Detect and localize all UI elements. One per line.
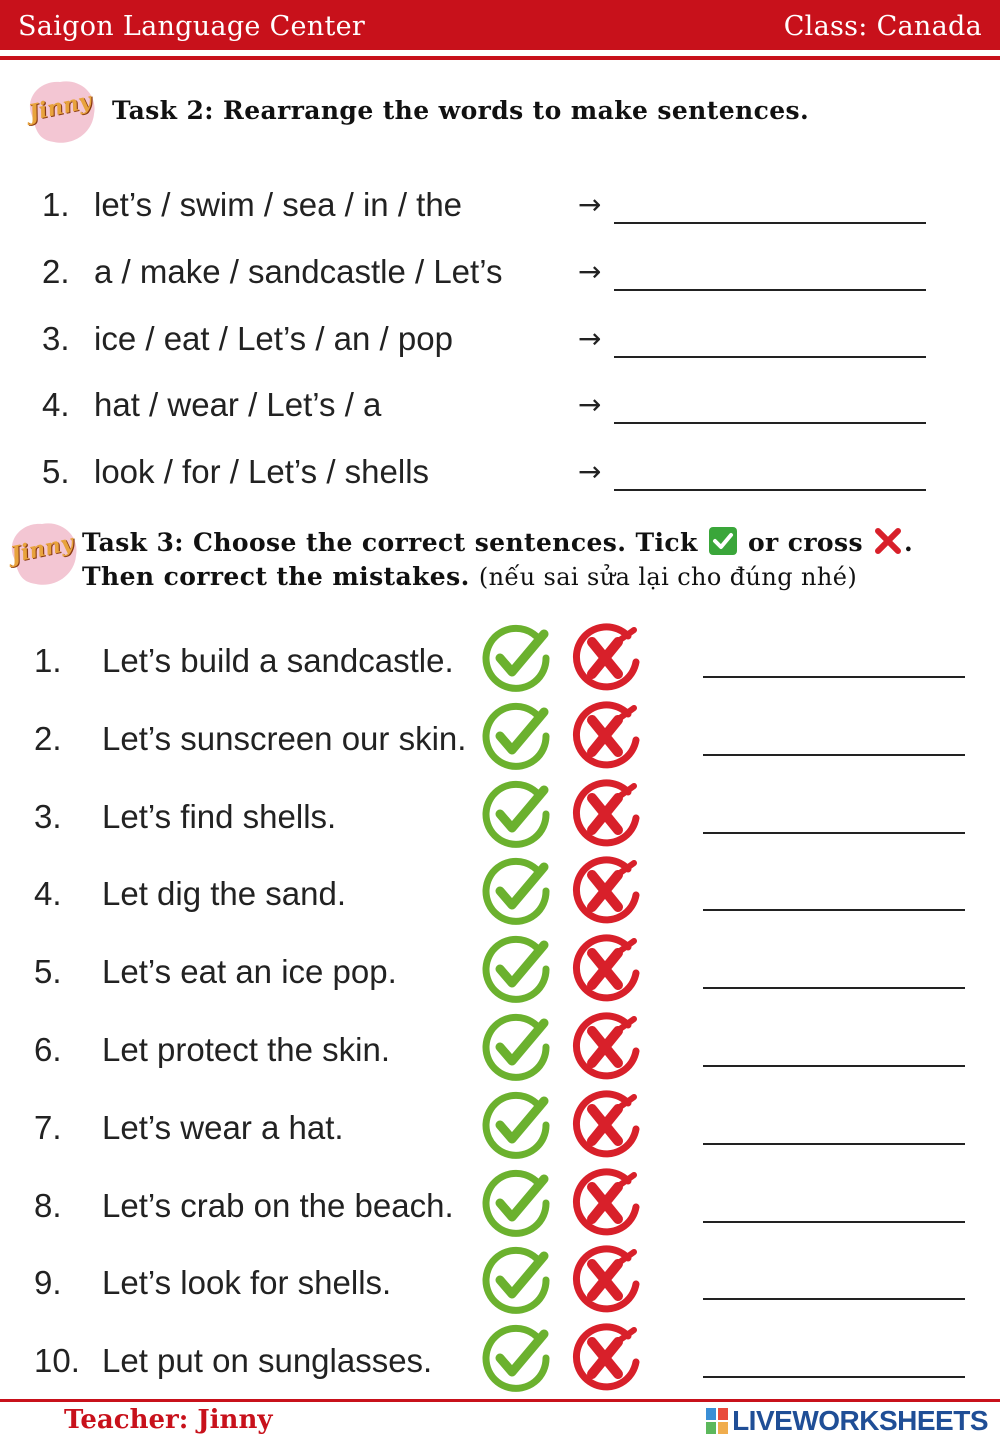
task3-title-part1: Task 3: Choose the correct sentences. Tick xyxy=(82,528,698,557)
jinny-logo xyxy=(4,518,80,588)
cross-circle-icon[interactable] xyxy=(570,1167,642,1239)
answer-line[interactable] xyxy=(614,222,926,224)
liveworksheets-logo-icon xyxy=(706,1408,728,1434)
task3-number: 9. xyxy=(34,1264,62,1302)
tick-circle-icon[interactable] xyxy=(480,1167,552,1239)
task2-row xyxy=(0,186,1000,236)
task3-sentence: Let’s find shells. xyxy=(102,797,337,835)
task3-row xyxy=(0,933,1000,1003)
task3-number: 8. xyxy=(34,1186,62,1224)
answer-line[interactable] xyxy=(614,356,926,358)
task2-number: 1. xyxy=(42,186,70,223)
task2-number: 5. xyxy=(42,453,70,490)
task2-title: Task 2: Rearrange the words to make sentences. xyxy=(112,96,810,125)
task2-words: look / for / Let’s / shells xyxy=(94,453,430,490)
tick-circle-icon[interactable] xyxy=(480,1322,552,1394)
header-divider xyxy=(0,56,1000,60)
task3-note: (nếu sai sửa lại cho đúng nhé) xyxy=(478,563,858,591)
correction-line[interactable] xyxy=(703,1376,965,1378)
task2-row xyxy=(0,386,1000,436)
answer-line[interactable] xyxy=(614,489,926,491)
task2-row xyxy=(0,253,1000,303)
task3-sentence: Let’s sunscreen our skin. xyxy=(102,719,467,757)
liveworksheets-brand xyxy=(706,1404,988,1438)
task2-number: 4. xyxy=(42,386,70,423)
tick-circle-icon[interactable] xyxy=(480,1244,552,1316)
tick-circle-icon[interactable] xyxy=(480,855,552,927)
task3-row xyxy=(0,700,1000,770)
task3-number: 7. xyxy=(34,1108,62,1146)
logo-text: Jinny xyxy=(26,87,94,127)
task3-number: 2. xyxy=(34,719,62,757)
tick-circle-icon[interactable] xyxy=(480,1089,552,1161)
task3-row xyxy=(0,1089,1000,1159)
cross-circle-icon[interactable] xyxy=(570,1322,642,1394)
cross-circle-icon[interactable] xyxy=(570,700,642,772)
correction-line[interactable] xyxy=(703,1065,965,1067)
correction-line[interactable] xyxy=(703,754,965,756)
tick-box-icon xyxy=(707,525,739,557)
task3-sentence: Let’s eat an ice pop. xyxy=(102,953,397,991)
answer-line[interactable] xyxy=(614,422,926,424)
cross-circle-icon[interactable] xyxy=(570,1089,642,1161)
task3-number: 6. xyxy=(34,1031,62,1068)
task3-number: 5. xyxy=(34,953,62,991)
teacher-name: Teacher: Jinny xyxy=(64,1405,273,1435)
task2-words: a / make / sandcastle / Let’s xyxy=(94,253,503,290)
task2-number: 2. xyxy=(42,253,70,290)
arrow-icon: → xyxy=(578,255,602,288)
header-bar xyxy=(0,0,1000,50)
correction-line[interactable] xyxy=(703,1298,965,1300)
task2-words: hat / wear / Let’s / a xyxy=(94,386,382,423)
class-name: Class: Canada xyxy=(783,11,982,42)
task3-row xyxy=(0,1011,1000,1081)
tick-circle-icon[interactable] xyxy=(480,778,552,850)
arrow-icon: → xyxy=(578,188,602,221)
arrow-icon: → xyxy=(578,455,602,488)
arrow-icon: → xyxy=(578,388,602,421)
task3-number: 1. xyxy=(34,642,62,679)
cross-circle-icon[interactable] xyxy=(570,622,642,694)
correction-line[interactable] xyxy=(703,676,965,678)
correction-line[interactable] xyxy=(703,909,965,911)
task3-row xyxy=(0,1167,1000,1237)
tick-circle-icon[interactable] xyxy=(480,700,552,772)
task2-number: 3. xyxy=(42,320,70,357)
task3-number: 10. xyxy=(34,1342,80,1380)
cross-circle-icon[interactable] xyxy=(570,1011,642,1083)
footer-divider xyxy=(0,1399,1000,1402)
liveworksheets-text: LIVEWORKSHEETS xyxy=(732,1405,988,1436)
task2-row xyxy=(0,320,1000,370)
tick-circle-icon[interactable] xyxy=(480,1011,552,1083)
task3-sentence: Let’s build a sandcastle. xyxy=(102,642,454,679)
task3-sentence: Let’s look for shells. xyxy=(102,1264,392,1302)
correction-line[interactable] xyxy=(703,987,965,989)
cross-mark-icon xyxy=(872,525,904,557)
cross-circle-icon[interactable] xyxy=(570,855,642,927)
task3-sentence: Let’s wear a hat. xyxy=(102,1108,344,1146)
task3-sentence: Let put on sunglasses. xyxy=(102,1342,433,1380)
task3-sentence: Let dig the sand. xyxy=(102,875,347,913)
task3-row xyxy=(0,622,1000,692)
cross-circle-icon[interactable] xyxy=(570,1244,642,1316)
task3-row xyxy=(0,778,1000,848)
task3-sentence: Let’s crab on the beach. xyxy=(102,1186,454,1224)
correction-line[interactable] xyxy=(703,1221,965,1223)
task2-row xyxy=(0,453,1000,503)
arrow-icon: → xyxy=(578,322,602,355)
task3-row xyxy=(0,855,1000,925)
task2-words: ice / eat / Let’s / an / pop xyxy=(94,320,453,357)
tick-circle-icon[interactable] xyxy=(480,622,552,694)
task3-row xyxy=(0,1322,1000,1392)
task3-subtitle xyxy=(82,562,857,591)
correction-line[interactable] xyxy=(703,1143,965,1145)
task3-title: Task 3: Choose the correct sentences. Tick or cross . xyxy=(82,525,913,557)
cross-circle-icon[interactable] xyxy=(570,933,642,1005)
task3-number: 3. xyxy=(34,797,62,835)
cross-circle-icon[interactable] xyxy=(570,778,642,850)
logo-text: Jinny xyxy=(8,529,76,569)
correction-line[interactable] xyxy=(703,832,965,834)
task3-number: 4. xyxy=(34,875,62,913)
answer-line[interactable] xyxy=(614,289,926,291)
task3-sentence: Let protect the skin. xyxy=(102,1031,390,1068)
tick-circle-icon[interactable] xyxy=(480,933,552,1005)
task3-title-line2: Then correct the mistakes. xyxy=(82,562,470,591)
school-name: Saigon Language Center xyxy=(18,11,366,42)
task2-words: let’s / swim / sea / in / the xyxy=(94,186,463,223)
jinny-logo xyxy=(22,76,98,146)
task3-row xyxy=(0,1244,1000,1314)
task3-title-part2: or cross xyxy=(747,528,863,557)
